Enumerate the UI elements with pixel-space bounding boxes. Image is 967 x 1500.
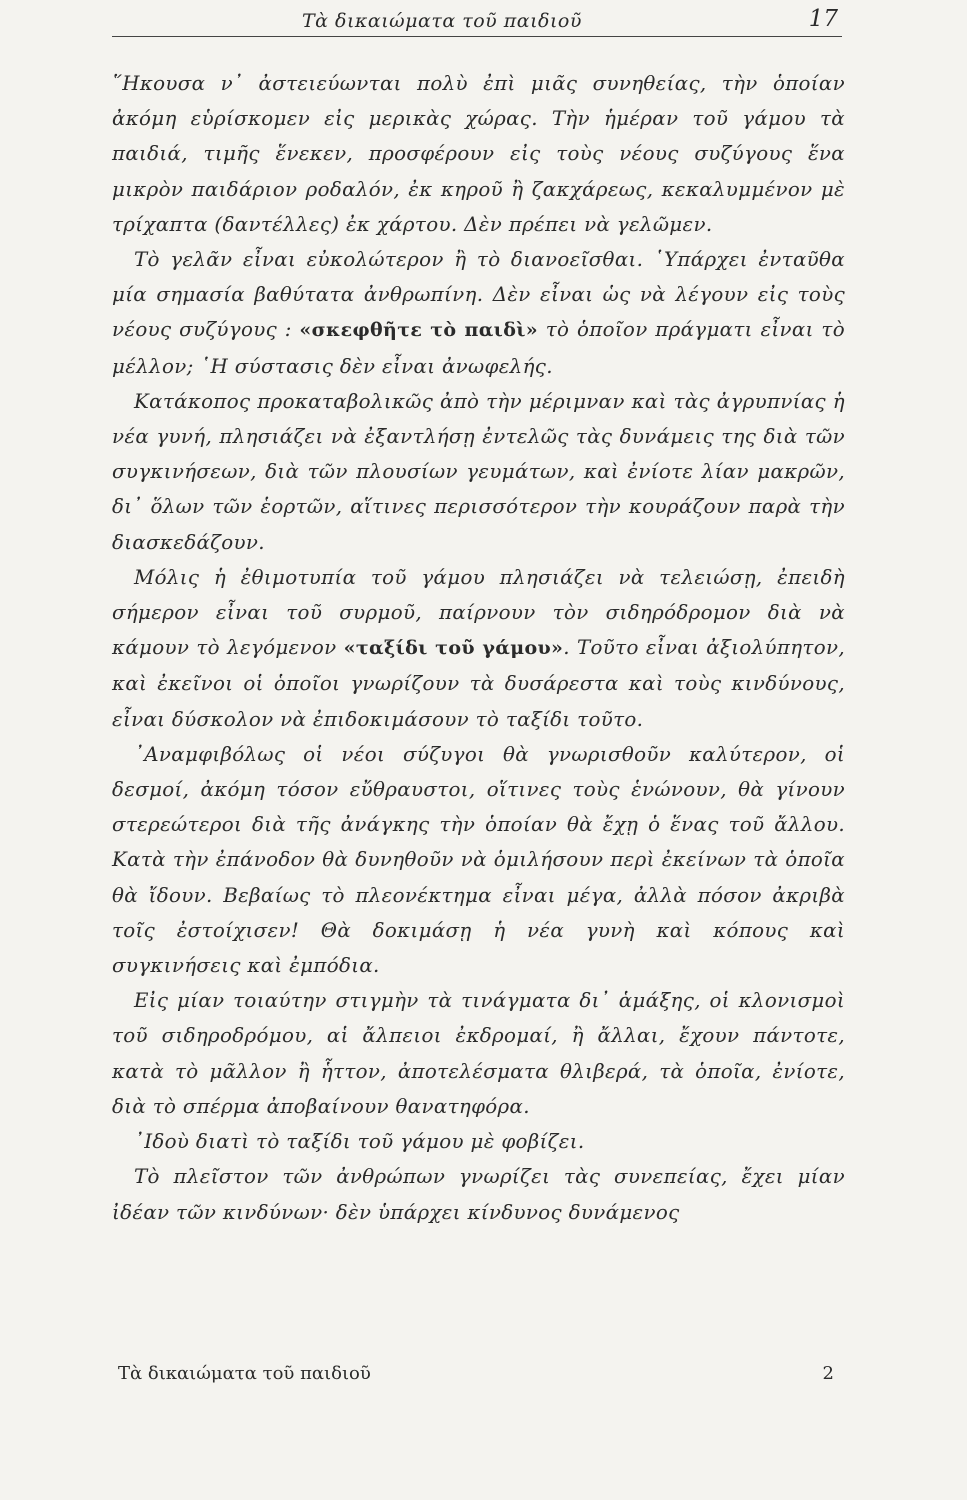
running-title: Τὰ δικαιώματα τοῦ παιδιοῦ [302,10,582,32]
paragraph: Τὸ πλεῖστον τῶν ἀνθρώπων γνωρίζει τὰς συνεπείας, ἔχει μίαν ἰδέαν τῶν κινδύνων· δὲν ὑπάρχει κίνδυνος δυνάμενος [112,1165,845,1224]
paragraph: ᾽Αναμφιβόλως οἱ νέοι σύζυγοι θὰ γνωρισθοῦν καλύτερον, οἱ δεσμοί, ἀκόμη τόσον εὔθραυστοι, οἵτινες τοὺς ἑνώνουν, θὰ γίνουν στερεώτεροι διὰ τῆς ἀνάγκης τὴν ὁποίαν θὰ ἔχῃ ὁ ἕνας τοῦ ἄλλου. Κατὰ τὴν ἐπάνοδον θὰ δυνηθοῦν νὰ ὁμιλήσουν περὶ ἐκείνων τὰ ὁποῖα θὰ ἴδουν. Βεβαίως τὸ πλεονέκτημα εἶναι μέγα, ἀλλὰ πόσον ἀκριβὰ τοῖς ἐστοίχισεν! Θὰ δοκιμάσῃ ἡ νέα γυνὴ καὶ κόπους καὶ συγκινήσεις καὶ ἐμπόδια. [112,742,845,978]
paragraph: Τὸ γελᾶν εἶναι εὐκολώτερον ἢ τὸ διανοεῖσθαι. ῾Υπάρχει ἐνταῦθα μία σημασία βαθύτατα ἀνθρωπίνη. Δὲν εἶναι ὡς νὰ λέγουν εἰς τοὺς νέους συζύγους : «σκεφθῆτε τὸ παιδὶ» τὸ ὁποῖον πράγματι εἶναι τὸ μέλλον; ῾Η σύστασις δὲν εἶναι ἀνωφελής. [112,248,845,378]
page-number: 17 [808,6,838,32]
footer-title: Τὰ δικαιώματα τοῦ παιδιοῦ [118,1363,371,1384]
paragraph: Μόλις ἡ ἐθιμοτυπία τοῦ γάμου πλησιάζει νὰ τελειώσῃ, ἐπειδὴ σήμερον εἶναι τοῦ συρμοῦ, παίρνουν τὸν σιδηρόδρομον διὰ νὰ κάμουν τὸ λεγόμενον «ταξίδι τοῦ γάμου». Τοῦτο εἶναι ἀξιολύπητον, καὶ ἐκεῖνοι οἱ ὁποῖοι γνωρίζουν τὰ δυσάρεστα καὶ τοὺς κινδύνους, εἶναι δύσκολον νὰ ἐπιδοκιμάσουν τὸ ταξίδι τοῦτο. [112,565,845,731]
main-text [112,66,845,1230]
paragraph: ῞Ηκουσα ν᾽ ἀστειεύωνται πολὺ ἐπὶ μιᾶς συνηθείας, τὴν ὁποίαν ἀκόμη εὑρίσκομεν εἰς μερικὰς χώρας. Τὴν ἡμέραν τοῦ γάμου τὰ παιδιά, τιμῆς ἕνεκεν, προσφέρουν εἰς τοὺς νέους συζύγους ἕνα μικρὸν παιδάριον ροδαλόν, ἐκ κηροῦ ἢ ζακχάρεως, κεκαλυμμένον μὲ τρίχαπτα (δαντέλλες) ἐκ χάρτου. Δὲν πρέπει νὰ γελῶμεν. [112,72,845,236]
paragraph: ᾽Ιδοὺ διατὶ τὸ ταξίδι τοῦ γάμου μὲ φοβίζει. [134,1130,585,1154]
signature-mark: 2 [822,1363,834,1384]
emphasis-bold: «σκεφθῆτε τὸ παιδὶ» [299,319,539,342]
signature-footer [118,1363,838,1393]
paragraph: Εἰς μίαν τοιαύτην στιγμὴν τὰ τινάγματα δι᾽ ἁμάξης, οἱ κλονισμοὶ τοῦ σιδηροδρόμου, αἱ ἄλπειοι ἐκδρομαί, ἢ ἄλλαι, ἔχουν πάντοτε, κατὰ τὸ μᾶλλον ἢ ἧττον, ἀποτελέσματα θλιβερά, τὰ ὁποῖα, ἐνίοτε, διὰ τὸ σπέρμα ἀποβαίνουν θανατηφόρα. [112,989,845,1118]
emphasis-bold: «ταξίδι τοῦ γάμου» [343,637,564,660]
running-header [112,6,842,37]
paragraph: Κατάκοπος προκαταβολικῶς ἀπὸ τὴν μέριμναν καὶ τὰς ἀγρυπνίας ἡ νέα γυνή, πλησιάζει νὰ ἐξαντλήσῃ ἐντελῶς τὰς δυνάμεις της διὰ τῶν συγκινήσεων, διὰ τῶν πλουσίων γευμάτων, καὶ ἐνίοτε λίαν μακρῶν, δι᾽ ὅλων τῶν ἑορτῶν, αἵτινες περισσότερον τὴν κουράζουν παρὰ τὴν διασκεδάζουν. [112,389,845,554]
